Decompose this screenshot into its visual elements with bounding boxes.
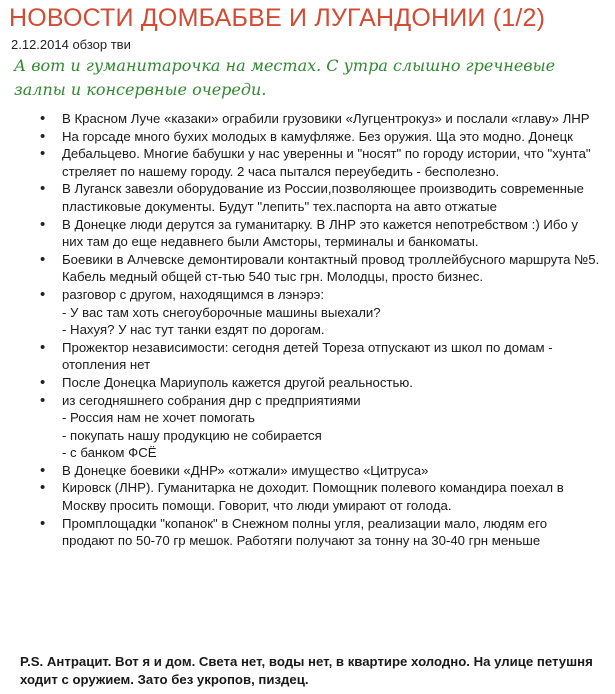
list-item: [40, 251, 600, 286]
postscript: P.S. Антрацит. Вот я и дом. Света нет, воды нет, в квартире холодно. На улице петушня ходит с оружием. Зато без укропов, пиздец.: [20, 654, 593, 687]
list-item-subline: - покупать нашу продукцию не собирается: [62, 427, 322, 443]
list-item: [40, 145, 600, 180]
list-item-text: В Донецке боевики «ДНР» «отжали» имущество «Цитруса»: [62, 462, 429, 478]
list-item: [40, 479, 600, 514]
list-item-text: Кировск (ЛНР). Гуманитарка не доходит. Помощник полевого командира поехал в Москву просить помощи. Говорит, что люди умирают от голода.: [62, 480, 564, 514]
list-item-text: После Донецка Мариуполь кажется другой реальностью.: [62, 374, 413, 390]
list-item-text: Промплощадки "копанок" в Снежном полны угля, реализации мало, людям его продают по 50-70 гр мешок. Работяги получают за тонну на 30-40 грн меньше: [62, 515, 548, 549]
list-item-text: В Луганск завезли оборудование из России,позволяющее производить современные пластиковые документы. Будут "лепить" тех.паспорта на авто отжатые: [62, 181, 584, 214]
list-item-text: Боевики в Алчевске демонтировали контактный провод троллейбусного маршрута №5. Кабель медный общей ст-тью 540 тыс грн. Молодцы, просто бизнес.: [62, 251, 600, 285]
list-item: [40, 286, 600, 339]
list-item: [40, 339, 600, 374]
list-item-text: В Красном Луче «казаки» ограбили грузовики «Лугцентрокуз» и послали «главу» ЛНР: [62, 111, 590, 126]
list-item: [40, 216, 600, 251]
news-list: [40, 110, 600, 550]
list-item-text: Прожектор независимости: сегодня детей Тореза отпускают из школ по домам - отопления нет: [62, 339, 553, 373]
list-item-text: разговор с другом, находящимся в лэнэрэ:: [62, 286, 325, 302]
list-item-subline: - У вас там хоть снегоуборочные машины выехали?: [62, 304, 381, 320]
list-item: [40, 462, 600, 480]
list-item: [40, 180, 600, 215]
list-item: [40, 374, 600, 392]
lead-paragraph: А вот и гуманитарочка на местах. С утра слышно гречневые залпы и консервные очереди.: [14, 56, 556, 99]
list-item-text: В Донецке люди дерутся за гуманитарку. В ЛНР это кажется непотребством :) Ибо у них там до еще недавнего были Амсторы, терминалы и банкоматы.: [62, 216, 579, 250]
list-item-text: Дебальцево. Многие бабушки у нас уверенны и "носят" по городу истории, что "хунта" стреляет по нашему городу. 2 часа пытался переубедить - бесполезно.: [62, 146, 591, 179]
list-item-text: На горсаде много бухих молодых в камуфляже. Без оружия. Ща это модно. Донецк: [62, 128, 573, 144]
list-item-text: из сегодняшнего собрания днр с предприятиями: [62, 392, 361, 408]
list-item: [40, 110, 600, 128]
list-item: [40, 392, 600, 462]
list-item-subline: - Нахуя? У нас тут танки ездят по дорогам.: [62, 322, 325, 338]
list-item: [40, 128, 600, 146]
list-item-subline: - с банком ФСЁ: [62, 445, 157, 461]
page-title: НОВОСТИ ДОМБАБВЕ И ЛУГАНДОНИИ (1/2): [9, 4, 546, 32]
list-item: [40, 515, 600, 550]
date-subtitle: 2.12.2014 обзор тви: [11, 37, 131, 52]
list-item-subline: - Россия нам не хочет помогать: [62, 410, 255, 426]
